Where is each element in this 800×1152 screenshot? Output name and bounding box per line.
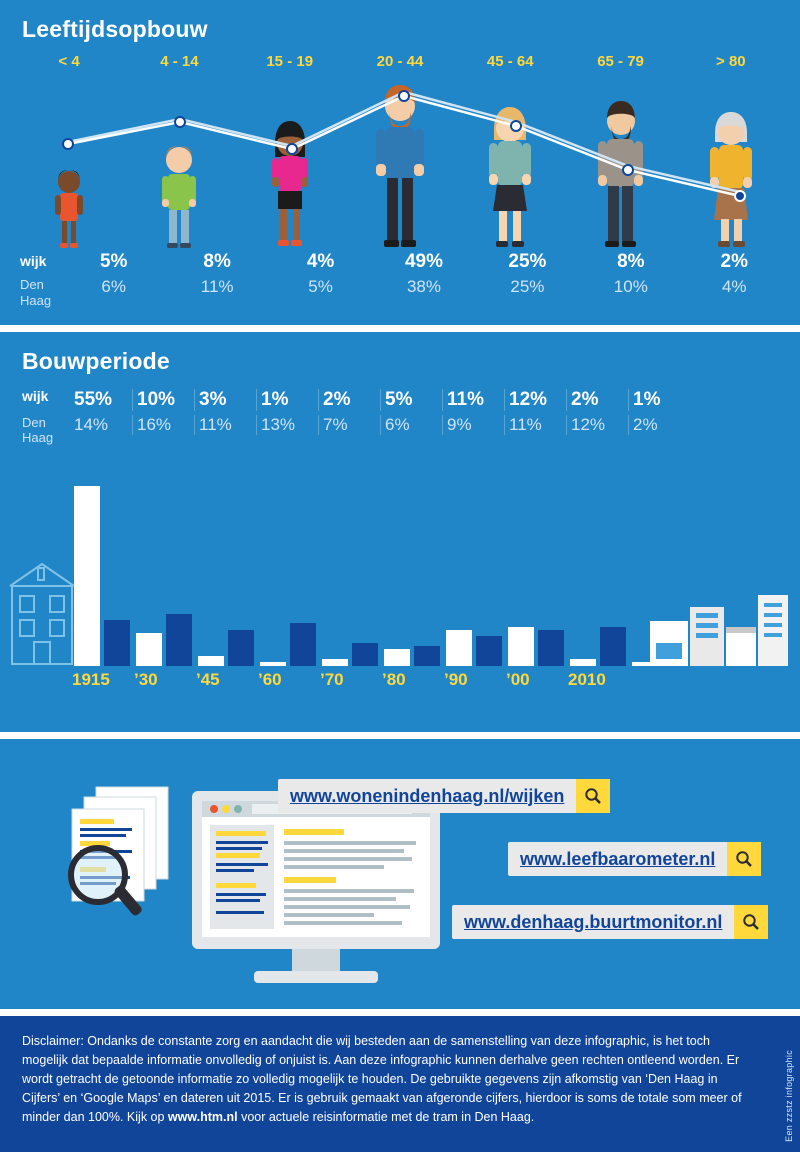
year-label: ’60 — [258, 670, 282, 689]
build-value-wijk: 5% — [380, 389, 442, 411]
year-label: ’90 — [444, 670, 468, 689]
link-leefbaarometer[interactable] — [508, 842, 761, 876]
panel-divider — [0, 325, 800, 332]
bar-denhaag — [290, 623, 316, 666]
build-value-wijk: 1% — [256, 389, 318, 411]
age-value-wijk: 4% — [306, 251, 335, 272]
build-bar-slot — [566, 627, 628, 666]
disclaimer-link[interactable]: www.htm.nl — [167, 1110, 238, 1124]
modern-buildings-icon — [650, 581, 800, 666]
link-wonenindenhaag[interactable] — [278, 779, 610, 813]
bar-denhaag — [476, 636, 502, 666]
disclaimer-text — [22, 1032, 748, 1127]
year-label: 2010 — [568, 670, 606, 689]
year-label: 1915 — [72, 670, 110, 689]
age-category-label: 4 - 14 — [160, 53, 199, 70]
age-value-wijk: 2% — [720, 251, 748, 272]
bar-denhaag — [352, 643, 378, 666]
year-label — [628, 670, 690, 690]
age-value-denhaag: 11% — [200, 277, 234, 296]
bar-wijk — [74, 486, 100, 666]
build-panel-title: Bouwperiode — [22, 348, 170, 374]
age-category-label: 20 - 44 — [376, 53, 424, 70]
age-value-denhaag: 38% — [406, 277, 441, 296]
age-value-wijk: 5% — [99, 251, 128, 272]
bar-wijk — [446, 630, 472, 666]
age-value-denhaag: 5% — [308, 277, 333, 296]
build-value-wijk: 10% — [132, 389, 194, 411]
build-value-wijk: 11% — [442, 389, 504, 411]
age-values-row-wijk — [14, 251, 786, 273]
age-category-row — [0, 53, 800, 70]
build-value-denhaag: 11% — [194, 415, 256, 435]
build-value-denhaag: 13% — [256, 415, 318, 435]
bar-wijk — [198, 656, 224, 666]
age-value-wijk: 8% — [617, 251, 645, 272]
bar-denhaag — [166, 614, 192, 666]
row-label-denhaag-line2: Haag — [20, 293, 52, 308]
link-url-text[interactable]: www.wonenindenhaag.nl/wijken — [290, 785, 565, 806]
age-value-wijk: 25% — [508, 251, 547, 272]
age-value-denhaag: 6% — [101, 277, 126, 296]
bar-wijk — [260, 662, 286, 666]
build-values-row-denhaag — [8, 415, 800, 445]
age-value-denhaag: 25% — [510, 277, 545, 296]
row-label-denhaag-line1: Den — [22, 415, 46, 430]
build-value-denhaag: 12% — [566, 415, 628, 435]
build-value-wijk: 2% — [318, 389, 380, 411]
build-value-wijk: 55% — [74, 389, 113, 410]
person-icon — [480, 104, 540, 249]
old-house-icon — [8, 556, 76, 666]
credit-text: Een zzstz infographic — [784, 1050, 794, 1142]
person-icon — [153, 144, 205, 249]
link-url-text[interactable]: www.denhaag.buurtmonitor.nl — [464, 911, 723, 932]
search-icon[interactable] — [734, 905, 768, 939]
bar-wijk — [322, 659, 348, 666]
age-figure-under4 — [14, 74, 124, 249]
build-bars-area — [0, 451, 800, 666]
build-bar-slot — [442, 630, 504, 666]
build-value-denhaag: 2% — [628, 415, 690, 435]
age-values-table — [0, 251, 800, 309]
build-value-denhaag: 9% — [442, 415, 504, 435]
disclaimer-part1: Disclaimer: Ondanks de constante zorg en aandacht die wij besteden aan de samenstelling van deze infographic, is het toch mogelijk dat bepaalde informatie onvolledig of onjuist is. Aan deze infographic kunnen derhalve geen rechten ontleend worden. Er wordt getracht de getoonde informatie zo volledig mogelijk te houden. De gebruikte gegevens zijn afkomstig van ‘Den Haag in Cijfers’ en ‘Google Maps’ en dateren uit 2015. Er is gebruik gemaakt van afgeronde cijfers, hierdoor is soms de totale som meer of minder dan 100%. Kijk op — [22, 1034, 742, 1124]
monitor-illustration — [192, 791, 440, 991]
year-label: ’00 — [506, 670, 530, 689]
age-value-denhaag: 4% — [721, 277, 747, 296]
age-value-wijk: 49% — [404, 251, 443, 272]
year-label: ’70 — [320, 670, 344, 689]
build-bar-slot — [194, 630, 256, 666]
search-icon[interactable] — [576, 779, 610, 813]
age-value-wijk: 8% — [203, 251, 231, 272]
bar-denhaag — [538, 630, 564, 666]
bar-denhaag — [228, 630, 254, 666]
disclaimer-part2: voor actuele reisinformatie met de tram in Den Haag. — [237, 1110, 535, 1124]
build-period-panel — [0, 332, 800, 732]
row-label-wijk: wijk — [22, 388, 49, 404]
person-icon — [702, 109, 760, 249]
build-value-wijk: 2% — [566, 389, 628, 411]
link-buurtmonitor[interactable] — [452, 905, 768, 939]
person-icon — [590, 99, 652, 249]
row-label-denhaag — [8, 415, 70, 445]
row-label-denhaag-line1: Den — [20, 277, 44, 292]
age-category-label: 15 - 19 — [266, 53, 314, 70]
age-figure-45-64 — [455, 74, 565, 249]
build-year-axis — [0, 670, 800, 690]
age-figure-over80 — [676, 74, 786, 249]
age-distribution-panel — [0, 0, 800, 325]
age-panel-title: Leeftijdsopbouw — [22, 16, 208, 42]
bar-denhaag — [104, 620, 130, 666]
row-label-wijk: wijk — [20, 253, 47, 269]
build-bar-slot — [380, 646, 442, 666]
age-figures-area — [0, 74, 800, 249]
link-url-text[interactable]: www.leefbaarometer.nl — [520, 848, 716, 869]
build-bar-slot — [70, 486, 132, 666]
bar-denhaag — [600, 627, 626, 666]
search-icon[interactable] — [727, 842, 761, 876]
panel-divider — [0, 732, 800, 739]
row-label-denhaag-line2: Haag — [22, 430, 54, 445]
year-label: ’80 — [382, 670, 406, 689]
build-bar-slot — [318, 643, 380, 666]
build-bar-slot — [256, 623, 318, 666]
build-value-wijk: 1% — [628, 389, 690, 411]
age-category-label: 45 - 64 — [486, 53, 534, 70]
age-category-label: < 4 — [58, 53, 80, 70]
age-category-label: > 80 — [716, 53, 746, 70]
build-values-row-wijk — [8, 389, 800, 411]
age-values-row-denhaag — [14, 277, 786, 309]
build-value-denhaag: 6% — [380, 415, 442, 435]
person-icon — [46, 169, 92, 249]
build-values-table — [0, 389, 800, 445]
bar-wijk — [508, 627, 534, 666]
build-value-wijk: 3% — [194, 389, 256, 411]
age-figure-20-44 — [345, 74, 455, 249]
disclaimer-panel — [0, 1016, 800, 1152]
bar-wijk — [384, 649, 410, 666]
bar-denhaag — [414, 646, 440, 666]
year-label: ’45 — [196, 670, 220, 689]
build-value-denhaag: 16% — [132, 415, 194, 435]
age-figure-4-14 — [124, 74, 234, 249]
row-label-denhaag — [14, 277, 62, 309]
bar-wijk — [570, 659, 596, 666]
panel-divider — [0, 1009, 800, 1016]
person-icon — [262, 119, 318, 249]
build-value-denhaag: 7% — [318, 415, 380, 435]
age-value-denhaag: 10% — [613, 277, 648, 296]
links-panel — [0, 739, 800, 1009]
build-value-denhaag: 14% — [74, 415, 109, 434]
build-value-wijk: 12% — [504, 389, 566, 411]
bar-wijk — [136, 633, 162, 666]
person-icon — [367, 84, 433, 249]
year-label: ’30 — [134, 670, 158, 689]
age-category-label: 65 - 79 — [597, 53, 644, 70]
build-bar-slot — [132, 614, 194, 666]
documents-magnifier-illustration — [58, 781, 188, 936]
build-bar-slot — [504, 627, 566, 666]
build-value-denhaag: 11% — [504, 415, 566, 435]
age-figure-15-19 — [235, 74, 345, 249]
age-figure-65-79 — [565, 74, 675, 249]
